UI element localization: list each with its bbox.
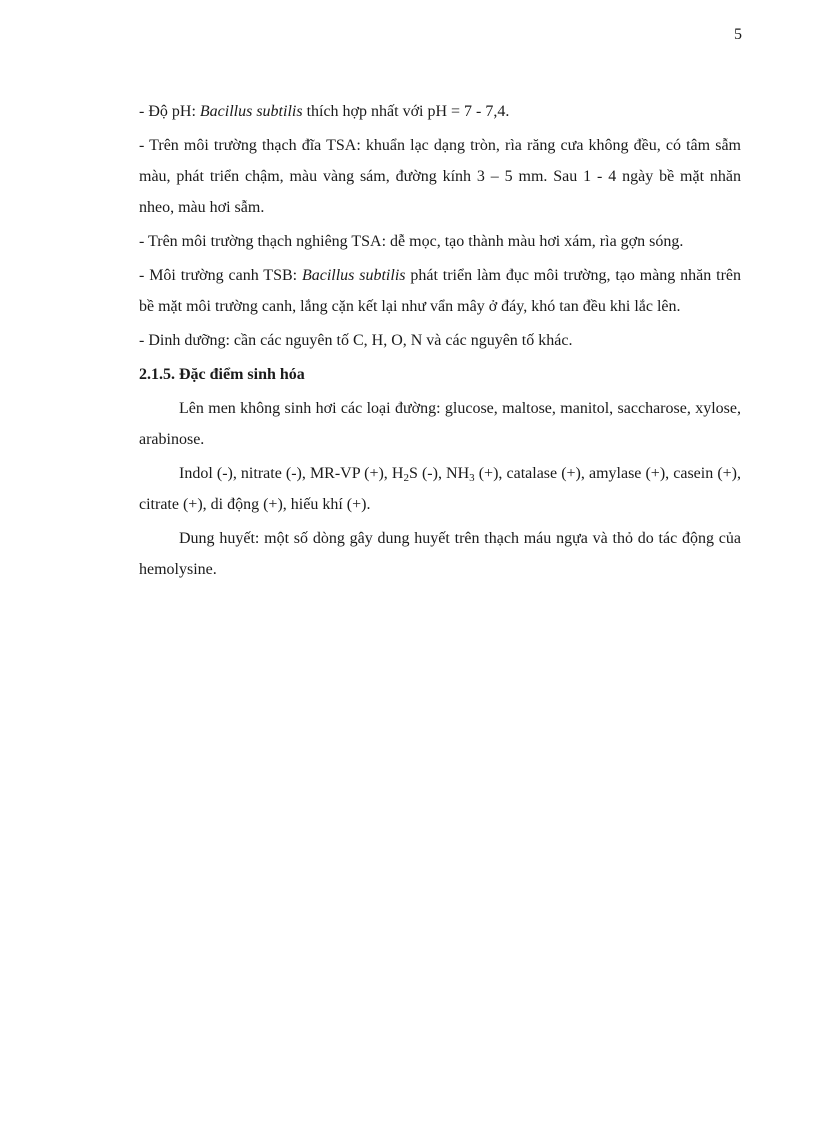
fermentation-paragraph: Lên men không sinh hơi các loại đường: glucose, maltose, manitol, saccharose, xylose, arabinose. [139, 400, 741, 448]
nutrition-paragraph: - Dinh dưỡng: cần các nguyên tố C, H, O, N và các nguyên tố khác. [139, 332, 573, 349]
tests-part3: (+), catalase (+), amylase (+), casein (+), citrate (+), di động (+), hiếu khí (+). [139, 465, 741, 513]
ph-paragraph [139, 96, 741, 127]
document-body [139, 96, 741, 588]
tsa-slant-paragraph: - Trên môi trường thạch nghiêng TSA: dễ mọc, tạo thành màu hơi xám, rìa gợn sóng. [139, 233, 684, 250]
tests-part2: S (-), NH [408, 465, 470, 482]
nh3-subscript: 3 [469, 472, 475, 484]
section-heading: 2.1.5. Đặc điểm sinh hóa [139, 366, 305, 383]
tsb-paragraph [139, 260, 741, 322]
ph-prefix: - Độ pH: [139, 103, 200, 120]
tsb-suffix: phát triển làm đục môi trường, tạo màng nhăn trên bề mặt môi trường canh, lắng cặn kết lại như vẩn mây ở đáy, khó tan đều khi lắc lên. [139, 267, 742, 315]
ph-suffix: thích hợp nhất với pH = 7 - 7,4. [302, 103, 510, 120]
h2s-subscript: 2 [403, 472, 409, 484]
tsb-prefix: - Môi trường canh TSB: [139, 267, 302, 284]
tsb-organism: Bacillus subtilis [301, 267, 406, 284]
hemolysis-paragraph: Dung huyết: một số dòng gây dung huyết trên thạch máu ngựa và thỏ do tác động của hemolysine. [139, 530, 741, 578]
ph-organism: Bacillus subtilis [199, 103, 303, 120]
biochemical-tests-paragraph [139, 458, 741, 520]
page-number: 5 [734, 26, 742, 43]
tsa-plate-paragraph: - Trên môi trường thạch đĩa TSA: khuẩn lạc dạng tròn, rìa răng cưa không đều, có tâm sẫm màu, phát triển chậm, màu vàng sám, đường kính 3 – 5 mm. Sau 1 - 4 ngày bề mặt nhăn nheo, màu hơi sẫm. [139, 137, 741, 216]
tests-part1: Indol (-), nitrate (-), MR-VP (+), H [179, 465, 404, 482]
